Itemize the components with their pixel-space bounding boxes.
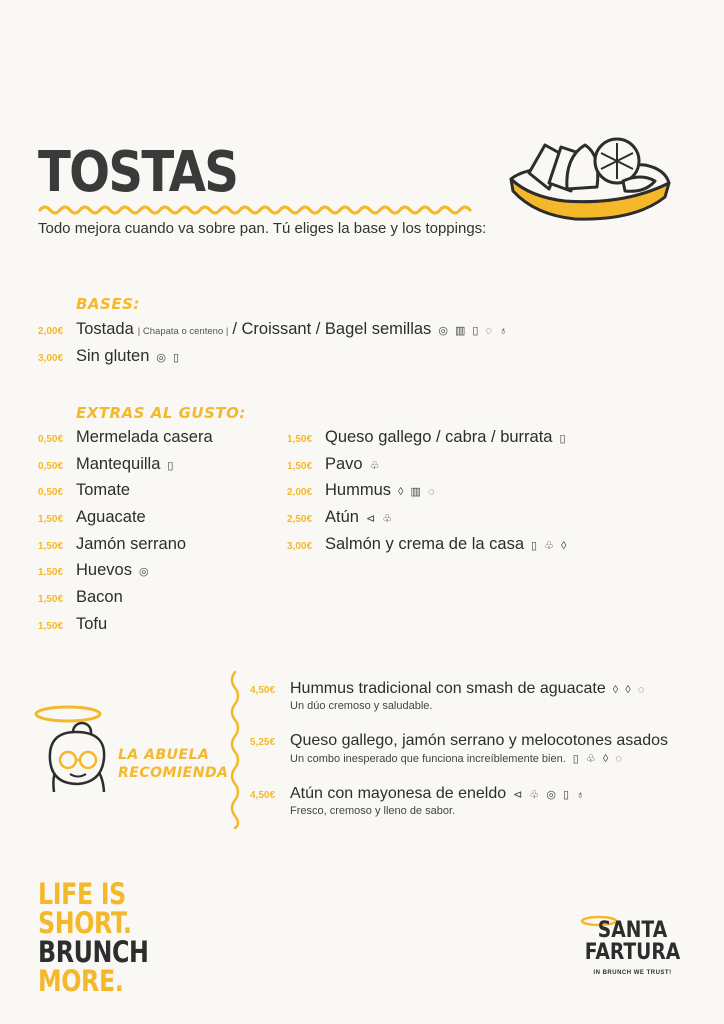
item-price: 1,50€ (38, 620, 64, 632)
list-item (38, 347, 509, 374)
list-item (38, 320, 509, 347)
extras-left-list (38, 428, 213, 642)
recommendation-item (250, 732, 668, 765)
list-item (287, 508, 568, 535)
item-price: 1,50€ (38, 514, 64, 526)
item-price: 2,00€ (38, 326, 64, 337)
item-price: 5,25€ (250, 737, 276, 748)
list-item (38, 455, 213, 482)
allergen-icons: ▯ (559, 433, 568, 445)
recommendation-item (250, 785, 586, 817)
item-name: Queso gallego, jamón serrano y melocotones asados (290, 732, 668, 749)
slogan (38, 877, 149, 998)
item-price: 1,50€ (287, 460, 313, 472)
item-price: 1,50€ (38, 540, 64, 552)
list-item (38, 481, 213, 508)
item-name: Jamón serrano (76, 534, 187, 553)
item-price: 2,00€ (287, 487, 313, 499)
item-price: 0,50€ (38, 434, 64, 445)
brand-tagline: IN BRUNCH WE TRUST! (593, 970, 672, 976)
slogan-line-3: BRUNCH (38, 935, 149, 969)
list-item (38, 615, 213, 642)
brand-name-line-1: SANTA (597, 918, 668, 943)
item-name: Tostada (76, 320, 134, 338)
wavy-underline (38, 203, 474, 217)
allergen-icons: ⊲ ♧ ◎ ▯ ♁ (513, 789, 587, 801)
item-description: Fresco, cremoso y lleno de sabor. (290, 805, 456, 817)
list-item (38, 428, 213, 455)
allergen-icons: ♧ (369, 459, 382, 472)
item-price: 4,50€ (250, 790, 276, 801)
item-name: Tomate (76, 481, 131, 500)
list-item (287, 455, 568, 482)
list-item (38, 561, 213, 588)
item-price: 1,50€ (38, 594, 64, 606)
allergen-icons: ◊ ▥ ◌ (398, 486, 437, 499)
item-name: Pavo (325, 454, 363, 473)
allergen-icons: ▯ ♧ ◊ (531, 539, 569, 552)
page-subtitle: Todo mejora cuando va sobre pan. Tú eliges la base y los toppings: (38, 220, 487, 237)
abuela-line-2: RECOMIENDA (118, 765, 229, 781)
grandma-icon (32, 702, 112, 796)
list-item (38, 535, 213, 562)
item-name: Aguacate (76, 508, 146, 527)
item-name: Bacon (76, 588, 123, 607)
abuela-heading (118, 746, 228, 782)
slogan-line-2: SHORT. (38, 906, 132, 940)
item-name: Mantequilla (76, 454, 161, 473)
extras-right-list (287, 428, 568, 561)
item-price: 3,00€ (38, 352, 64, 364)
item-description: Un combo inesperado que funciona increíblemente bien. (290, 753, 566, 765)
item-name: Salmón y crema de la casa (325, 534, 525, 553)
item-price: 3,00€ (287, 540, 313, 552)
list-item (287, 535, 568, 562)
list-item (287, 428, 568, 455)
recommendation-item (250, 680, 646, 712)
list-item (287, 481, 568, 508)
item-price: 0,50€ (38, 460, 64, 472)
item-price: 1,50€ (287, 434, 313, 445)
brand-name-line-2: FARTURA (584, 940, 681, 965)
item-price: 1,50€ (38, 567, 64, 579)
slogan-line-4: MORE. (38, 964, 124, 998)
item-price: 2,50€ (287, 514, 313, 526)
allergen-icons: ▯ (167, 459, 176, 472)
item-name: Mermelada casera (76, 428, 213, 446)
extras-label: EXTRAS AL GUSTO: (76, 404, 246, 422)
item-name: Hummus tradicional con smash de aguacate (290, 680, 606, 697)
item-name: Hummus (325, 481, 392, 500)
slogan-line-1: LIFE IS (38, 877, 126, 911)
allergen-icons: ◎ ▯ (156, 351, 182, 364)
list-item (38, 508, 213, 535)
item-name: Atún (325, 508, 359, 527)
item-name: Atún con mayonesa de eneldo (290, 785, 507, 802)
allergen-icons: ◎ ▥ ▯ ◌ ♁ (438, 325, 510, 337)
item-price: 4,50€ (250, 685, 276, 696)
allergen-icons: ▯ ♧ ◊ ◌ (572, 753, 624, 765)
item-name: Huevos (76, 561, 132, 580)
allergen-icons: ◎ (138, 566, 151, 579)
item-price: 0,50€ (38, 487, 64, 499)
page-title: TOSTAS (38, 140, 238, 205)
allergen-icons: ◊ ◊ ◌ (612, 684, 647, 696)
item-note: | Chapata o centeno | (137, 326, 229, 337)
item-name: Sin gluten (76, 346, 150, 365)
wavy-divider (228, 670, 242, 830)
bases-list (38, 320, 509, 373)
abuela-line-1: LA ABUELA (118, 747, 210, 763)
list-item (38, 588, 213, 615)
item-name: / Croissant / Bagel semillas (232, 320, 432, 338)
item-name: Tofu (76, 614, 108, 633)
toast-icon (505, 133, 677, 225)
item-name: Queso gallego / cabra / burrata (325, 428, 553, 446)
brand-logo (575, 920, 690, 976)
item-description: Un dúo cremoso y saludable. (290, 700, 433, 712)
allergen-icons: ⊲ ♧ (365, 513, 395, 526)
bases-label: BASES: (76, 295, 140, 313)
